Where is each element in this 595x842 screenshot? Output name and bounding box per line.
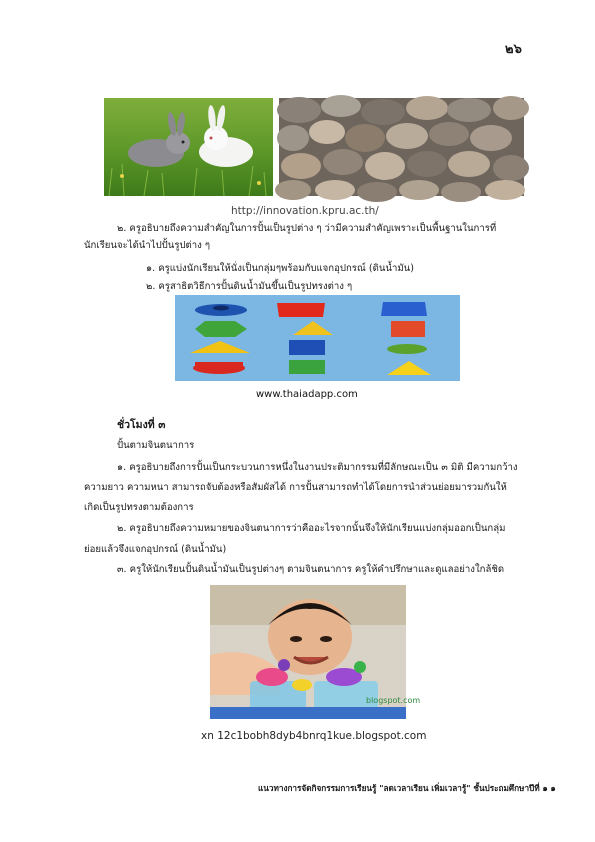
image-caption-top: http://innovation.kpru.ac.th/ [231, 205, 379, 217]
paragraph-2-line-1: ๒. ครูอธิบายถึงความหมายของจินตนาการว่าคืออะไรจากนั้นจึงให้นักเรียนแบ่งกลุ่มออกเป็นกลุ่ม [117, 523, 506, 534]
paragraph-1-line-3: เกิดเป็นรูปทรงตามต้องการ [84, 502, 194, 513]
body-line-2: นักเรียนจะได้นำไปปั้นรูปต่าง ๆ [84, 240, 211, 251]
body-line-3: ๑. ครูแบ่งนักเรียนให้นั่งเป็นกลุ่มๆพร้อมกับแจกอุปกรณ์ (ดินน้ำมัน) [146, 263, 414, 274]
paragraph-2-line-2: ย่อยแล้วจึงแจกอุปกรณ์ (ดินน้ำมัน) [84, 544, 227, 555]
image-caption-bottom: xn 12c1bobh8dyb4bnrq1kue.blogspot.com [201, 730, 427, 742]
stones-photo [279, 98, 524, 196]
image-caption-mid: www.thaiadapp.com [256, 389, 358, 400]
paragraph-3: ๓. ครูให้นักเรียนปั้นดินน้ำมันเป็นรูปต่างๆ ตามจินตนาการ ครูให้คำปรึกษาและดูแลอย่างใกล้ชิด [117, 564, 505, 575]
page-footer: แนวทางการจัดกิจกรรมการเรียนรู้ "ลดเวลาเรียน เพิ่มเวลารู้" ชั้นประถมศึกษาปีที่ ๑ ๑ [258, 783, 556, 793]
section-heading: ชั่วโมงที่ ๓ [117, 419, 166, 431]
child-clay-photo [210, 585, 421, 719]
body-line-4: ๒. ครูสาธิตวิธีการปั้นดินน้ำมันขึ้นเป็นรูปทรงต่าง ๆ [146, 281, 353, 292]
photo-watermark: blogspot.com [366, 696, 421, 705]
section-subheading: ปั้นตามจินตนาการ [117, 440, 195, 451]
clay-shapes-photo [175, 295, 460, 381]
rabbits-photo [104, 98, 273, 196]
page-number: ๒๖ [505, 42, 522, 57]
paragraph-1-line-1: ๑. ครูอธิบายถึงการปั้นเป็นกระบวนการหนึ่งในงานประติมากรรมที่มีลักษณะเป็น ๓ มิติ มีความกว้าง [117, 462, 518, 473]
paragraph-1-line-2: ความยาว ความหนา สามารถจับต้องหรือสัมผัสได้ การปั้นสามารถทำได้โดยการนำส่วนย่อยมารวมกันให้ [84, 482, 507, 493]
body-line-1: ๒. ครูอธิบายถึงความสำคัญในการปั้นเป็นรูปต่าง ๆ ว่ามีความสำคัญเพราะเป็นพื้นฐานในการที่ [117, 223, 497, 234]
